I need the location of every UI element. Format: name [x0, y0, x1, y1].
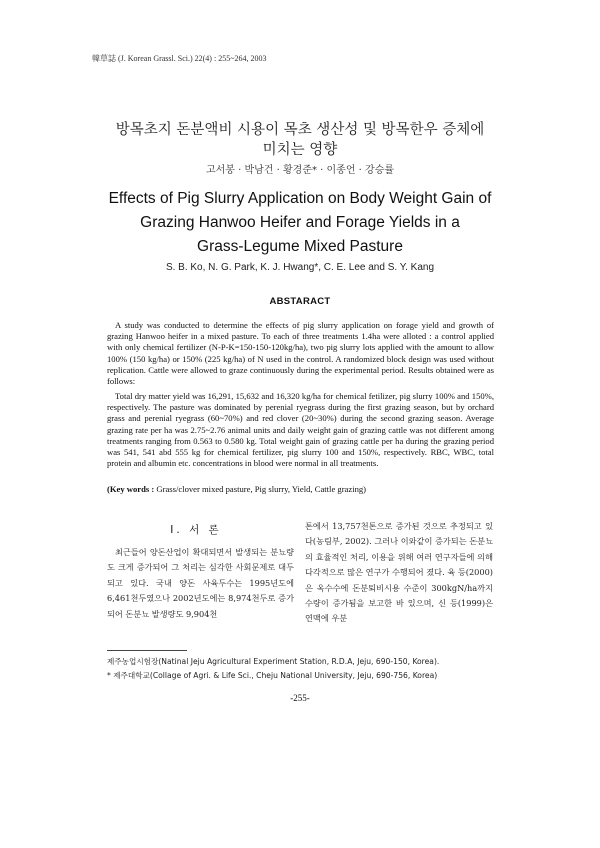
english-title-line-2: Grazing Hanwoo Heifer and Forage Yields in a: [140, 214, 460, 231]
keywords-text: Grass/clover mixed pasture, Pig slurry, Yield, Cattle grazing): [154, 484, 367, 494]
footnote-divider: [107, 650, 187, 651]
page-number: -255-: [290, 693, 310, 703]
body-text-left-column: 최근들어 양돈산업이 확대되면서 발생되는 분뇨량도 크게 증가되어 그 처리는 심각한 사회문제로 대두되고 있다. 국내 양돈 사육두수는 1995년도에 6,461천두였으나 2002년도에는 8,974천두로 증가되어 돈분뇨 발생량도 9,904천: [107, 547, 294, 619]
affiliation-2: * 제주대학교(Collage of Agri. & Life Sci., Cheju National University, Jeju, 690-756, Korea): [107, 671, 438, 680]
body-text-right-column: 톤에서 13,757천톤으로 증가된 것으로 추정되고 있다(농림부, 2002). 그러나 이와같이 증가되는 돈분뇨의 효율적인 처리, 이용을 위해 여러 연구자들에 의해 다각적으로 많은 연구가 수행되어 졌다. 육 등(2000)은 옥수수에 돈분퇴비시용 수준이 300kgN/ha까지 수량이 증가됨을 보고한 바 있으며, 신 등(1999)은 연맥에 우분: [305, 521, 493, 624]
abstract-paragraph-1: A study was conducted to determine the effects of pig slurry application on forage yield and growth of grazing Hanwoo heifer in a mixed pasture. To each of three treatments 1.4ha were alloted : a control applied with only chemical fertilizer (N-P-K=150-150-120kg/ha), two pig slurry lots applied with the amount to allow 100% (150 kg/ha) or 150% (225 kg/ha) of N used in the control. A randomized block design was used without replication. Cattle were allowed to graze continuously during the experimental period. Results obtained were as follows:: [107, 320, 494, 387]
english-title-line-1: Effects of Pig Slurry Application on Body Weight Gain of: [108, 190, 492, 207]
affiliation-1: 제주농업시험장(Natinal Jeju Agricultural Experiment Station, R.D.A, Jeju, 690-150, Korea).: [107, 657, 440, 666]
keywords-label: (Key words :: [107, 484, 155, 494]
keywords: [107, 484, 494, 495]
abstract-paragraph-2: Total dry matter yield was 16,291, 15,632 and 16,320 kg/ha for chemical fetilizer, pig slurry 100% and 150%, respectively. The pasture was dominated by perenial ryegrass during the first grazing season, but by orchard grass and perenial ryegrass (60~70%) and red clover (20~30%) during the second grazing season. Average grazing rate per ha was 2.75~2.76 animal units and daily weight gain of grazing cattle was not different among treatments ranging from 0.563 to 0.580 kg. Total weight gain of grazing cattle per ha during the grazing period was 541, 541 abd 555 kg for chemical fertilizer, pig slurry 100 and 150%, respectively. RBC, WBC, total protein and albumin etc. concentrations in blood were normal in all treatments.: [107, 391, 494, 469]
korean-authors: 고서봉 · 박남건 · 황경준* · 이종언 · 강승률: [205, 165, 395, 176]
abstract-heading: ABSTARACT: [269, 296, 331, 307]
english-title-line-3: Grass-Legume Mixed Pasture: [197, 238, 403, 255]
korean-title-line-1: 방목초지 돈분액비 시용이 목초 생산성 및 방목한우 증체에: [115, 122, 485, 138]
english-authors: S. B. Ko, N. G. Park, K. J. Hwang*, C. E. Lee and S. Y. Kang: [165, 262, 435, 273]
section-heading-introduction: Ⅰ. 서 론: [170, 524, 222, 536]
running-head: 韓草誌 (J. Korean Grassl. Sci.) 22(4) : 255~264, 2003: [92, 54, 267, 63]
korean-title-line-2: 미치는 영향: [262, 142, 338, 158]
